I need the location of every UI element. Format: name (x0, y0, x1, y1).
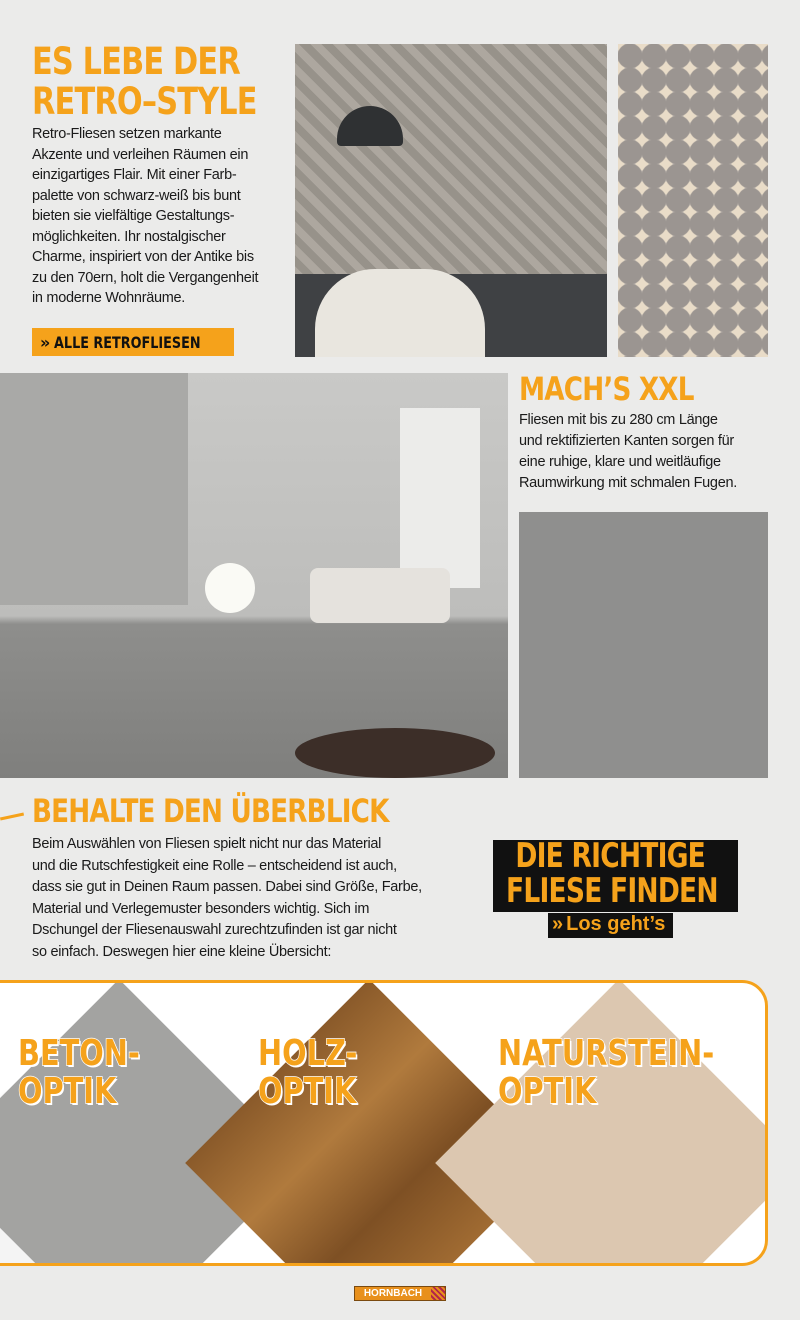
retro-tile-closeup (618, 44, 768, 357)
xxl-tile-sample (519, 512, 768, 778)
category-label: OPTIK (258, 1071, 357, 1112)
tile-finder-badge[interactable] (478, 835, 753, 945)
category-label: OPTIK (18, 1071, 117, 1112)
text-line: eine ruhige, klare und weitläufige (519, 454, 721, 470)
text-line: Fliesen mit bis zu 280 cm Länge (519, 412, 718, 428)
category-label: NATURSTEIN- (498, 1033, 715, 1074)
retro-body (32, 124, 292, 309)
category-label: OPTIK (498, 1071, 597, 1112)
category-wood[interactable] (258, 1035, 357, 1111)
accent-stroke (0, 813, 24, 821)
text-line: Material und Verlegemuster besonders wichtig. Sich im (32, 900, 370, 917)
sofa (310, 568, 450, 623)
logo-mark-icon (431, 1287, 445, 1300)
text-line: Charme, inspiriert von der Antike bis (32, 249, 254, 265)
badge-line1: DIE RICHTIGE (515, 836, 706, 876)
category-natural-stone[interactable] (498, 1035, 714, 1111)
text-line: palette von schwarz-weiß bis bunt (32, 187, 241, 204)
pendant-lamp (337, 106, 403, 146)
retro-title-line2: RETRO–STYLE (32, 80, 257, 123)
text-line: einzigartiges Flair. Mit einer Farb- (32, 167, 237, 183)
text-line: bieten sie vielfältige Gestaltungs- (32, 208, 235, 224)
curtain (400, 408, 480, 588)
coffee-table (295, 728, 495, 778)
double-chevron-right-icon: » (552, 913, 564, 935)
text-line: möglichkeiten. Ihr nostalgischer (32, 228, 226, 245)
text-line: dass sie gut in Deinen Raum passen. Dabei sind Größe, Farbe, (32, 879, 422, 895)
cta-label: Los geht’s (566, 913, 666, 935)
lets-go-link[interactable] (548, 913, 673, 938)
category-label: BETON- (18, 1033, 140, 1074)
text-line: zu den 70ern, holt die Vergangenheit (32, 269, 259, 286)
text-line: Raumwirkung mit schmalen Fugen. (519, 475, 737, 491)
floor-lamp (205, 563, 255, 613)
logo-text: HORNBACH (355, 1287, 431, 1300)
button-label: ALLE RETROFLIESEN (54, 332, 201, 352)
text-line: und die Rutschfestigkeit eine Rolle – entscheidend ist auch, (32, 857, 397, 874)
retro-title-line1: ES LEBE DER (32, 40, 240, 83)
text-line: in moderne Wohnräume. (32, 290, 186, 306)
chair (315, 269, 485, 357)
category-concrete[interactable] (18, 1035, 140, 1111)
overview-body (32, 834, 452, 963)
text-line: Beim Auswählen von Fliesen spielt nicht nur das Material (32, 836, 382, 852)
retro-room-photo (295, 44, 607, 357)
text-line: und rektifizierten Kanten sorgen für (519, 433, 734, 449)
double-chevron-right-icon: » (40, 332, 51, 352)
retro-title (32, 42, 257, 122)
hornbach-logo[interactable] (354, 1286, 446, 1301)
category-label: HOLZ- (258, 1033, 358, 1074)
concrete-wall (0, 373, 188, 605)
text-line: Akzente und verleihen Räumen ein (32, 146, 249, 163)
xxl-body (519, 410, 779, 494)
overview-title: BEHALTE DEN ÜBERBLICK (32, 792, 389, 830)
badge-title (506, 836, 718, 911)
xxl-title: MACH’S XXL (519, 370, 694, 408)
categories-panel (0, 980, 768, 1266)
text-line: so einfach. Deswegen hier eine kleine Übersicht: (32, 943, 332, 960)
all-retro-tiles-button[interactable] (32, 328, 234, 356)
badge-line2: FLIESE FINDEN (506, 871, 718, 911)
living-room-photo (0, 373, 508, 778)
text-line: Dschungel der Fliesenauswahl zurechtzufinden ist gar nicht (32, 922, 397, 938)
text-line: Retro-Fliesen setzen markante (32, 126, 222, 142)
